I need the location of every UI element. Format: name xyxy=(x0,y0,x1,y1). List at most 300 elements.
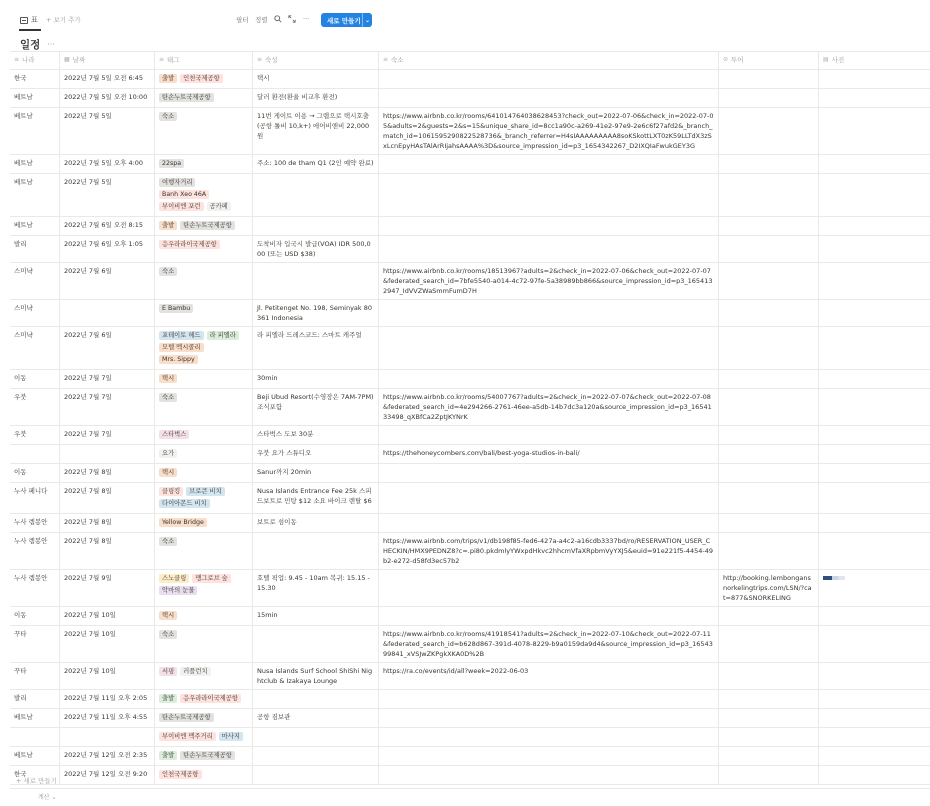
cell-attribute[interactable]: 11번 게이트 이용 → 그랩으로 택시호출(공항 톨비 10,k+) 에어비앤비 22,000원 xyxy=(253,108,379,154)
cell-photo[interactable] xyxy=(819,464,930,482)
tag-badge: 출발 xyxy=(159,74,177,83)
cell-date[interactable]: 2022년 7월 6일 오전 8:15 xyxy=(60,217,155,235)
cell-attribute[interactable]: 보트로 섬이동 xyxy=(253,514,379,532)
column-header-country[interactable] xyxy=(10,52,60,69)
cell-tour-link[interactable] xyxy=(719,70,819,88)
new-button-label: 새로 만들기 xyxy=(327,16,361,25)
table-row[interactable] xyxy=(10,747,930,766)
more-options-button[interactable]: ··· xyxy=(303,15,310,23)
column-header-label: 숙소 xyxy=(391,56,404,64)
cell-date[interactable]: 2022년 7월 10일 xyxy=(60,626,155,662)
cell-attribute[interactable] xyxy=(253,626,379,662)
cell-tour-link[interactable] xyxy=(719,747,819,765)
cell-lodging-link[interactable] xyxy=(379,570,719,606)
cell-lodging-link[interactable]: https://www.airbnb.co.kr/rooms/641014764038628453?check_out=2022-07-06&check_in=2022-07-05&adults=2&guests=2&s=15&unique_share_id=8cc1a90c-a269-41e2-97e9-2e6c6f27afd2&_branch_match_id=1061595290822528736&_branch_referrer=H4sIAAAAAAAAA8soKSkottLXT0zK59LLTdX3zSxLcnEpyHAsTAlArRIjahsAAAA%3D&source_impression_id=p3_1654342267_D2IXQIaFwukGEY3G xyxy=(379,108,719,154)
cell-country[interactable]: 우붓 xyxy=(10,426,60,444)
property-type-icon: ≡ xyxy=(257,56,263,63)
tag-badge: 러플런치 xyxy=(180,667,210,676)
cell-country[interactable]: 베트남 xyxy=(10,747,60,765)
tag-badge: 출발 xyxy=(159,751,177,760)
column-header-label: 투어 xyxy=(731,56,744,64)
tag-badge: 응우라라이국제공항 xyxy=(159,240,220,249)
cell-tour-link[interactable] xyxy=(719,174,819,216)
cell-date[interactable]: 2022년 7월 7일 xyxy=(60,389,155,425)
cell-tags[interactable] xyxy=(155,747,253,765)
tag-badge: 인천국제공항 xyxy=(180,74,223,83)
cell-attribute[interactable]: 라 피엘라 드레스코드: 스마트 캐주얼 xyxy=(253,327,379,369)
cell-date[interactable]: 2022년 7월 7일 xyxy=(60,426,155,444)
table-body xyxy=(10,70,930,785)
cell-attribute[interactable] xyxy=(253,728,379,746)
cell-photo[interactable] xyxy=(819,766,930,784)
cell-photo[interactable] xyxy=(819,155,930,173)
table-row[interactable] xyxy=(10,607,930,626)
cell-photo[interactable] xyxy=(819,663,930,689)
cell-attribute[interactable]: Nusa Islands Entrance Fee 25k 스피드보트로 민탕 $12 소요 바이크 렌탈 $6 xyxy=(253,483,379,513)
cell-tags[interactable] xyxy=(155,370,253,388)
cell-country[interactable]: 베트남 xyxy=(10,709,60,727)
cell-tags[interactable] xyxy=(155,766,253,784)
cell-attribute[interactable]: 스타벅스 도보 30분 xyxy=(253,426,379,444)
cell-lodging-link[interactable] xyxy=(379,690,719,708)
tag-badge: 숙소 xyxy=(159,393,177,402)
cell-country[interactable]: 누사 렘봉안 xyxy=(10,533,60,569)
cell-date[interactable] xyxy=(60,300,155,326)
cell-country[interactable]: 스미냑 xyxy=(10,263,60,299)
tag-badge: 출발 xyxy=(159,221,177,230)
cell-photo[interactable] xyxy=(819,174,930,216)
cell-date[interactable] xyxy=(60,728,155,746)
cell-tour-link[interactable] xyxy=(719,445,819,463)
cell-attribute[interactable]: 호텔 픽업: 9.45 - 10am 복귀: 15.15 - 15.30 xyxy=(253,570,379,606)
table-row[interactable] xyxy=(10,483,930,514)
cell-photo[interactable] xyxy=(819,108,930,154)
cell-country[interactable]: 누사 페니다 xyxy=(10,483,60,513)
active-view-underline xyxy=(19,29,41,31)
cell-tour-link[interactable] xyxy=(719,263,819,299)
table-row[interactable] xyxy=(10,89,930,108)
cell-country[interactable] xyxy=(10,445,60,463)
cell-tour-link[interactable] xyxy=(719,514,819,532)
cell-tags[interactable] xyxy=(155,70,253,88)
cell-lodging-link[interactable] xyxy=(379,607,719,625)
calculate-button[interactable]: 계산 ⌄ xyxy=(38,794,57,801)
cell-attribute[interactable]: 15min xyxy=(253,607,379,625)
cell-tour-link[interactable] xyxy=(719,108,819,154)
table-row[interactable] xyxy=(10,426,930,445)
cell-country[interactable]: 발리 xyxy=(10,236,60,262)
cell-date[interactable]: 2022년 7월 10일 xyxy=(60,607,155,625)
tag-badge: 탄손누트국제공항 xyxy=(159,93,214,102)
cell-photo[interactable] xyxy=(819,728,930,746)
property-type-icon: ▦ xyxy=(64,56,70,63)
cell-lodging-link[interactable] xyxy=(379,155,719,173)
cell-tour-link[interactable] xyxy=(719,533,819,569)
cell-lodging-link[interactable]: https://ra.co/events/id/all?week=2022-06-03 xyxy=(379,663,719,689)
tag-badge: 요가 xyxy=(159,449,177,458)
database-table xyxy=(10,51,930,785)
cell-tags[interactable] xyxy=(155,300,253,326)
title-row xyxy=(20,37,55,52)
cell-tags[interactable] xyxy=(155,263,253,299)
add-row-button[interactable]: + 새로 만들기 xyxy=(16,777,57,785)
table-row[interactable] xyxy=(10,514,930,533)
tag-badge: 택시 xyxy=(159,611,177,620)
cell-lodging-link[interactable] xyxy=(379,70,719,88)
cell-date[interactable]: 2022년 7월 11일 오후 4:55 xyxy=(60,709,155,727)
property-type-icon: ≡ xyxy=(159,56,165,63)
cell-tour-link[interactable] xyxy=(719,464,819,482)
table-row[interactable] xyxy=(10,663,930,690)
table-row[interactable] xyxy=(10,236,930,263)
cell-lodging-link[interactable] xyxy=(379,709,719,727)
cell-photo[interactable] xyxy=(819,690,930,708)
filter-button[interactable]: 필터 xyxy=(236,16,249,24)
cell-attribute[interactable]: 공항 짐보관 xyxy=(253,709,379,727)
cell-tour-link[interactable] xyxy=(719,728,819,746)
table-row[interactable] xyxy=(10,263,930,300)
cell-lodging-link[interactable]: https://www.airbnb.co.kr/rooms/18513967?adults=2&check_in=2022-07-06&check_out=2022-07-07&federated_search_id=7bfe5540-a014-4c72-97fe-5a38989bb866&source_impression_id=p3_1654132947_IdVVZWaSmmFumD7H xyxy=(379,263,719,299)
property-type-icon: ≡ xyxy=(14,56,20,63)
sort-button[interactable]: 정렬 xyxy=(255,16,268,24)
cell-lodging-link[interactable] xyxy=(379,89,719,107)
cell-photo[interactable] xyxy=(819,445,930,463)
property-type-icon: ≡ xyxy=(383,56,389,63)
cell-photo[interactable] xyxy=(819,514,930,532)
cell-attribute[interactable]: 주소: 100 de tham Q1 (2인 예약 완료) xyxy=(253,155,379,173)
column-header-label: 사진 xyxy=(831,56,845,64)
cell-tags[interactable] xyxy=(155,236,253,262)
cell-date[interactable]: 2022년 7월 11일 오후 2:05 xyxy=(60,690,155,708)
table-row[interactable] xyxy=(10,570,930,607)
tag-badge: 탄손누트국제공항 xyxy=(159,713,214,722)
cell-tour-link[interactable] xyxy=(719,155,819,173)
cell-tags[interactable] xyxy=(155,108,253,154)
cell-tour-link[interactable] xyxy=(719,663,819,689)
cell-photo[interactable] xyxy=(819,607,930,625)
table-row[interactable] xyxy=(10,108,930,155)
cell-tags[interactable] xyxy=(155,327,253,369)
cell-tour-link[interactable]: http://booking.lembongansnorkelingtrips.com/LSN/?cat=877&SNORKELING xyxy=(719,570,819,606)
cell-tour-link[interactable] xyxy=(719,483,819,513)
tag-badge: E Bambu xyxy=(159,304,193,313)
cell-lodging-link[interactable] xyxy=(379,300,719,326)
cell-lodging-link[interactable] xyxy=(379,174,719,216)
cell-tour-link[interactable] xyxy=(719,89,819,107)
table-footer-divider xyxy=(10,788,930,789)
chevron-down-icon[interactable]: ⌄ xyxy=(362,13,372,27)
cell-lodging-link[interactable] xyxy=(379,766,719,784)
cell-attribute[interactable] xyxy=(253,217,379,235)
tag-badge: 택시 xyxy=(159,374,177,383)
tag-badge: 부이비엔 맥주거리 xyxy=(159,732,216,741)
cell-tags[interactable] xyxy=(155,426,253,444)
column-header-label: 숙성 xyxy=(265,56,278,64)
table-row[interactable] xyxy=(10,690,930,709)
cell-lodging-link[interactable] xyxy=(379,370,719,388)
cell-tags[interactable] xyxy=(155,217,253,235)
cell-tour-link[interactable] xyxy=(719,370,819,388)
cell-tour-link[interactable] xyxy=(719,690,819,708)
table-row[interactable] xyxy=(10,300,930,327)
tag-badge: 모텔 멕시콜리 xyxy=(159,343,204,352)
cell-photo[interactable] xyxy=(819,709,930,727)
tag-badge: 탄손누트국제공항 xyxy=(180,751,235,760)
cell-tags[interactable] xyxy=(155,514,253,532)
cell-country[interactable]: 한국 xyxy=(10,766,60,784)
cell-tags[interactable] xyxy=(155,89,253,107)
cell-tour-link[interactable] xyxy=(719,426,819,444)
cell-photo[interactable] xyxy=(819,483,930,513)
cell-lodging-link[interactable]: https://thehoneycombers.com/bali/best-yoga-studios-in-bali/ xyxy=(379,445,719,463)
cell-tags[interactable] xyxy=(155,389,253,425)
cell-tags[interactable] xyxy=(155,728,253,746)
table-row[interactable] xyxy=(10,709,930,728)
cell-photo[interactable] xyxy=(819,626,930,662)
property-type-icon: ⊘ xyxy=(723,56,729,63)
cell-tags[interactable] xyxy=(155,709,253,727)
table-row[interactable] xyxy=(10,70,930,89)
add-view-button[interactable]: + 보기 추가 xyxy=(46,16,81,24)
cell-date[interactable]: 2022년 7월 10일 xyxy=(60,663,155,689)
cell-lodging-link[interactable] xyxy=(379,728,719,746)
cell-date[interactable]: 2022년 7월 6일 xyxy=(60,263,155,299)
cell-attribute[interactable] xyxy=(253,747,379,765)
cell-attribute[interactable]: 택시 xyxy=(253,70,379,88)
tag-badge: 맹그로브 숲 xyxy=(192,574,230,583)
tag-badge: 응우라라이국제공항 xyxy=(180,694,241,703)
cell-country[interactable]: 이동 xyxy=(10,370,60,388)
cell-tags[interactable] xyxy=(155,155,253,173)
cell-attribute[interactable]: 우붓 요가 스튜디오 xyxy=(253,445,379,463)
tag-badge: 스노클링 xyxy=(159,574,189,583)
table-row[interactable] xyxy=(10,389,930,426)
tag-badge: 택시 xyxy=(159,468,177,477)
tag-badge: 숙소 xyxy=(159,112,177,121)
cell-attribute[interactable]: 30min xyxy=(253,370,379,388)
table-row[interactable] xyxy=(10,155,930,174)
tag-badge: 공카페 xyxy=(207,202,231,211)
cell-country[interactable]: 스미냑 xyxy=(10,327,60,369)
tag-badge: 여행자거리 xyxy=(159,178,195,187)
column-header-label: 태그 xyxy=(167,56,180,64)
table-header xyxy=(10,52,930,70)
view-tab-label: 표 xyxy=(31,16,38,24)
cell-attribute[interactable]: Sanur까지 20min xyxy=(253,464,379,482)
cell-photo[interactable] xyxy=(819,300,930,326)
column-header-label: 날짜 xyxy=(72,56,86,64)
cell-photo[interactable] xyxy=(819,570,930,606)
cell-tour-link[interactable] xyxy=(719,389,819,425)
cell-attribute[interactable] xyxy=(253,263,379,299)
cell-tags[interactable] xyxy=(155,626,253,662)
cell-country[interactable]: 발리 xyxy=(10,690,60,708)
cell-date[interactable]: 2022년 7월 12일 오전 2:35 xyxy=(60,747,155,765)
view-tab-table[interactable] xyxy=(20,15,38,25)
cell-lodging-link[interactable] xyxy=(379,464,719,482)
cell-date[interactable] xyxy=(60,445,155,463)
table-icon xyxy=(20,17,28,24)
cell-photo[interactable] xyxy=(819,89,930,107)
cell-date[interactable]: 2022년 7월 8일 xyxy=(60,483,155,513)
tag-badge: 클링킹 xyxy=(159,487,183,496)
table-row[interactable] xyxy=(10,327,930,370)
cell-country[interactable]: 베트남 xyxy=(10,108,60,154)
cell-attribute[interactable]: Beji Ubud Resort(수영장은 7AM-7PM) 조식포함 xyxy=(253,389,379,425)
tag-badge: 브로큰 비치 xyxy=(186,487,224,496)
table-row[interactable] xyxy=(10,464,930,483)
cell-photo[interactable] xyxy=(819,327,930,369)
photo-thumbnail[interactable] xyxy=(823,576,845,580)
cell-country[interactable] xyxy=(10,728,60,746)
cell-tags[interactable] xyxy=(155,570,253,606)
column-header-attr[interactable] xyxy=(253,52,379,69)
cell-date[interactable]: 2022년 7월 7일 xyxy=(60,370,155,388)
cell-tags[interactable] xyxy=(155,464,253,482)
tag-badge: 마사지 xyxy=(219,732,243,741)
tag-badge: Mrs. Sippy xyxy=(159,355,198,364)
cell-tags[interactable] xyxy=(155,445,253,463)
cell-lodging-link[interactable]: https://www.airbnb.com/trips/v1/db198f85-fed6-427a-a4c2-a16cdb3337bd/ro/RESERVATION_USER_CHECKIN/HMX9PEDNZ8?c=.pi80.pkdmlyYWxpdHkvc2hhcmVfaXRpbmVyYXJ5&euid=91e221f5-4454-49b2-e272-d58fd3ec57b2 xyxy=(379,533,719,569)
cell-date[interactable]: 2022년 7월 8일 xyxy=(60,464,155,482)
cell-tour-link[interactable] xyxy=(719,236,819,262)
database-toolbar xyxy=(0,10,930,32)
cell-attribute[interactable] xyxy=(253,174,379,216)
tag-badge: 인천국제공항 xyxy=(159,770,202,779)
tag-badge: Banh Xeo 46A xyxy=(159,190,209,199)
cell-tags[interactable] xyxy=(155,483,253,513)
cell-lodging-link[interactable] xyxy=(379,327,719,369)
table-row[interactable] xyxy=(10,626,930,663)
cell-photo[interactable] xyxy=(819,236,930,262)
tag-badge: 탄손누트국제공항 xyxy=(180,221,235,230)
cell-country[interactable]: 베트남 xyxy=(10,217,60,235)
cell-tags[interactable] xyxy=(155,174,253,216)
cell-lodging-link[interactable] xyxy=(379,236,719,262)
cell-date[interactable]: 2022년 7월 5일 오전 10:00 xyxy=(60,89,155,107)
cell-country[interactable]: 한국 xyxy=(10,70,60,88)
tag-badge: 라 피엘라 xyxy=(207,331,239,340)
cell-tour-link[interactable] xyxy=(719,327,819,369)
cell-date[interactable]: 2022년 7월 9일 xyxy=(60,570,155,606)
tag-badge: 숙소 xyxy=(159,630,177,639)
cell-country[interactable]: 누사 렘봉안 xyxy=(10,570,60,606)
cell-date[interactable]: 2022년 7월 12일 오전 9:20 xyxy=(60,766,155,784)
cell-country[interactable]: 이동 xyxy=(10,464,60,482)
cell-attribute[interactable]: 도착비자 입국시 발급(VOA) IDR 500,000 (또는 USD $38) xyxy=(253,236,379,262)
cell-country[interactable]: 베트남 xyxy=(10,89,60,107)
table-row[interactable] xyxy=(10,217,930,236)
cell-lodging-link[interactable] xyxy=(379,483,719,513)
cell-attribute[interactable]: Jl. Petitenget No. 198, Seminyak 80361 Indonesia xyxy=(253,300,379,326)
cell-photo[interactable] xyxy=(819,389,930,425)
cell-tour-link[interactable] xyxy=(719,626,819,662)
cell-tags[interactable] xyxy=(155,607,253,625)
table-row[interactable] xyxy=(10,728,930,747)
property-type-icon: ▤ xyxy=(823,56,829,63)
table-row[interactable] xyxy=(10,533,930,570)
cell-lodging-link[interactable]: https://www.airbnb.co.kr/rooms/54007767?adults=2&check_in=2022-07-07&check_out=2022-07-08&federated_search_id=4e294266-2761-46ee-a5db-14b7dc3a120a&source_impression_id=p3_1654133498_qXBfCa2ZptJKYNrK xyxy=(379,389,719,425)
cell-date[interactable]: 2022년 7월 6일 xyxy=(60,327,155,369)
cell-tour-link[interactable] xyxy=(719,766,819,784)
cell-country[interactable]: 우붓 xyxy=(10,389,60,425)
tag-badge: 악마의 눈물 xyxy=(159,586,197,595)
title-more-button[interactable]: ··· xyxy=(47,40,55,49)
column-header-tour[interactable] xyxy=(719,52,819,69)
cell-attribute[interactable] xyxy=(253,533,379,569)
new-button[interactable] xyxy=(321,13,372,27)
cell-attribute[interactable]: 달러 환전(환율 비교후 환전) xyxy=(253,89,379,107)
cell-photo[interactable] xyxy=(819,747,930,765)
cell-lodging-link[interactable] xyxy=(379,217,719,235)
cell-date[interactable]: 2022년 7월 8일 xyxy=(60,514,155,532)
cell-tour-link[interactable] xyxy=(719,217,819,235)
tag-badge: 숙소 xyxy=(159,267,177,276)
cell-tour-link[interactable] xyxy=(719,300,819,326)
cell-country[interactable]: 누사 렘봉안 xyxy=(10,514,60,532)
cell-date[interactable]: 2022년 7월 5일 xyxy=(60,174,155,216)
tag-badge: 다이아몬드 비치 xyxy=(159,499,210,508)
cell-photo[interactable] xyxy=(819,533,930,569)
cell-date[interactable]: 2022년 7월 5일 오후 4:00 xyxy=(60,155,155,173)
cell-country[interactable]: 이동 xyxy=(10,607,60,625)
cell-photo[interactable] xyxy=(819,426,930,444)
expand-icon[interactable] xyxy=(288,15,296,25)
column-header-lodging[interactable] xyxy=(379,52,719,69)
cell-photo[interactable] xyxy=(819,370,930,388)
column-header-label: 나라 xyxy=(22,56,35,64)
cell-country[interactable]: 베트남 xyxy=(10,174,60,216)
column-header-tags[interactable] xyxy=(155,52,253,69)
search-icon[interactable] xyxy=(274,15,282,25)
cell-date[interactable]: 2022년 7월 5일 오전 6:45 xyxy=(60,70,155,88)
cell-attribute[interactable] xyxy=(253,766,379,784)
column-header-photo[interactable] xyxy=(819,52,930,69)
cell-tags[interactable] xyxy=(155,663,253,689)
column-header-date[interactable] xyxy=(60,52,155,69)
cell-date[interactable]: 2022년 7월 5일 xyxy=(60,108,155,154)
cell-attribute[interactable]: Nusa Islands Surf School ShiShi Nightclub & Izakaya Lounge xyxy=(253,663,379,689)
cell-photo[interactable] xyxy=(819,217,930,235)
cell-tags[interactable] xyxy=(155,533,253,569)
cell-date[interactable]: 2022년 7월 6일 오후 1:05 xyxy=(60,236,155,262)
cell-lodging-link[interactable] xyxy=(379,747,719,765)
cell-lodging-link[interactable] xyxy=(379,426,719,444)
cell-country[interactable]: 꾸타 xyxy=(10,663,60,689)
tag-badge: 서핑 xyxy=(159,667,177,676)
cell-lodging-link[interactable] xyxy=(379,514,719,532)
cell-country[interactable]: 꾸타 xyxy=(10,626,60,662)
cell-tour-link[interactable] xyxy=(719,607,819,625)
cell-tour-link[interactable] xyxy=(719,709,819,727)
table-row[interactable] xyxy=(10,766,930,785)
cell-lodging-link[interactable]: https://www.airbnb.co.kr/rooms/41918541?adults=2&check_in=2022-07-10&check_out=2022-07-11&federated_search_id=b628d867-391d-4078-8229-b9a0159da9d4&source_impression_id=p3_1654399841_xVSJwZKPgkXKA0D%2B xyxy=(379,626,719,662)
cell-tags[interactable] xyxy=(155,690,253,708)
tag-badge: 출발 xyxy=(159,694,177,703)
cell-photo[interactable] xyxy=(819,70,930,88)
cell-photo[interactable] xyxy=(819,263,930,299)
cell-country[interactable]: 베트남 xyxy=(10,155,60,173)
table-row[interactable] xyxy=(10,370,930,389)
cell-date[interactable]: 2022년 7월 8일 xyxy=(60,533,155,569)
cell-country[interactable]: 스미냑 xyxy=(10,300,60,326)
cell-attribute[interactable] xyxy=(253,690,379,708)
tag-badge: 숙소 xyxy=(159,537,177,546)
table-row[interactable] xyxy=(10,174,930,217)
table-row[interactable] xyxy=(10,445,930,464)
page-title[interactable]: 일정 xyxy=(20,39,41,51)
tag-badge: Yellow Bridge xyxy=(159,518,207,527)
